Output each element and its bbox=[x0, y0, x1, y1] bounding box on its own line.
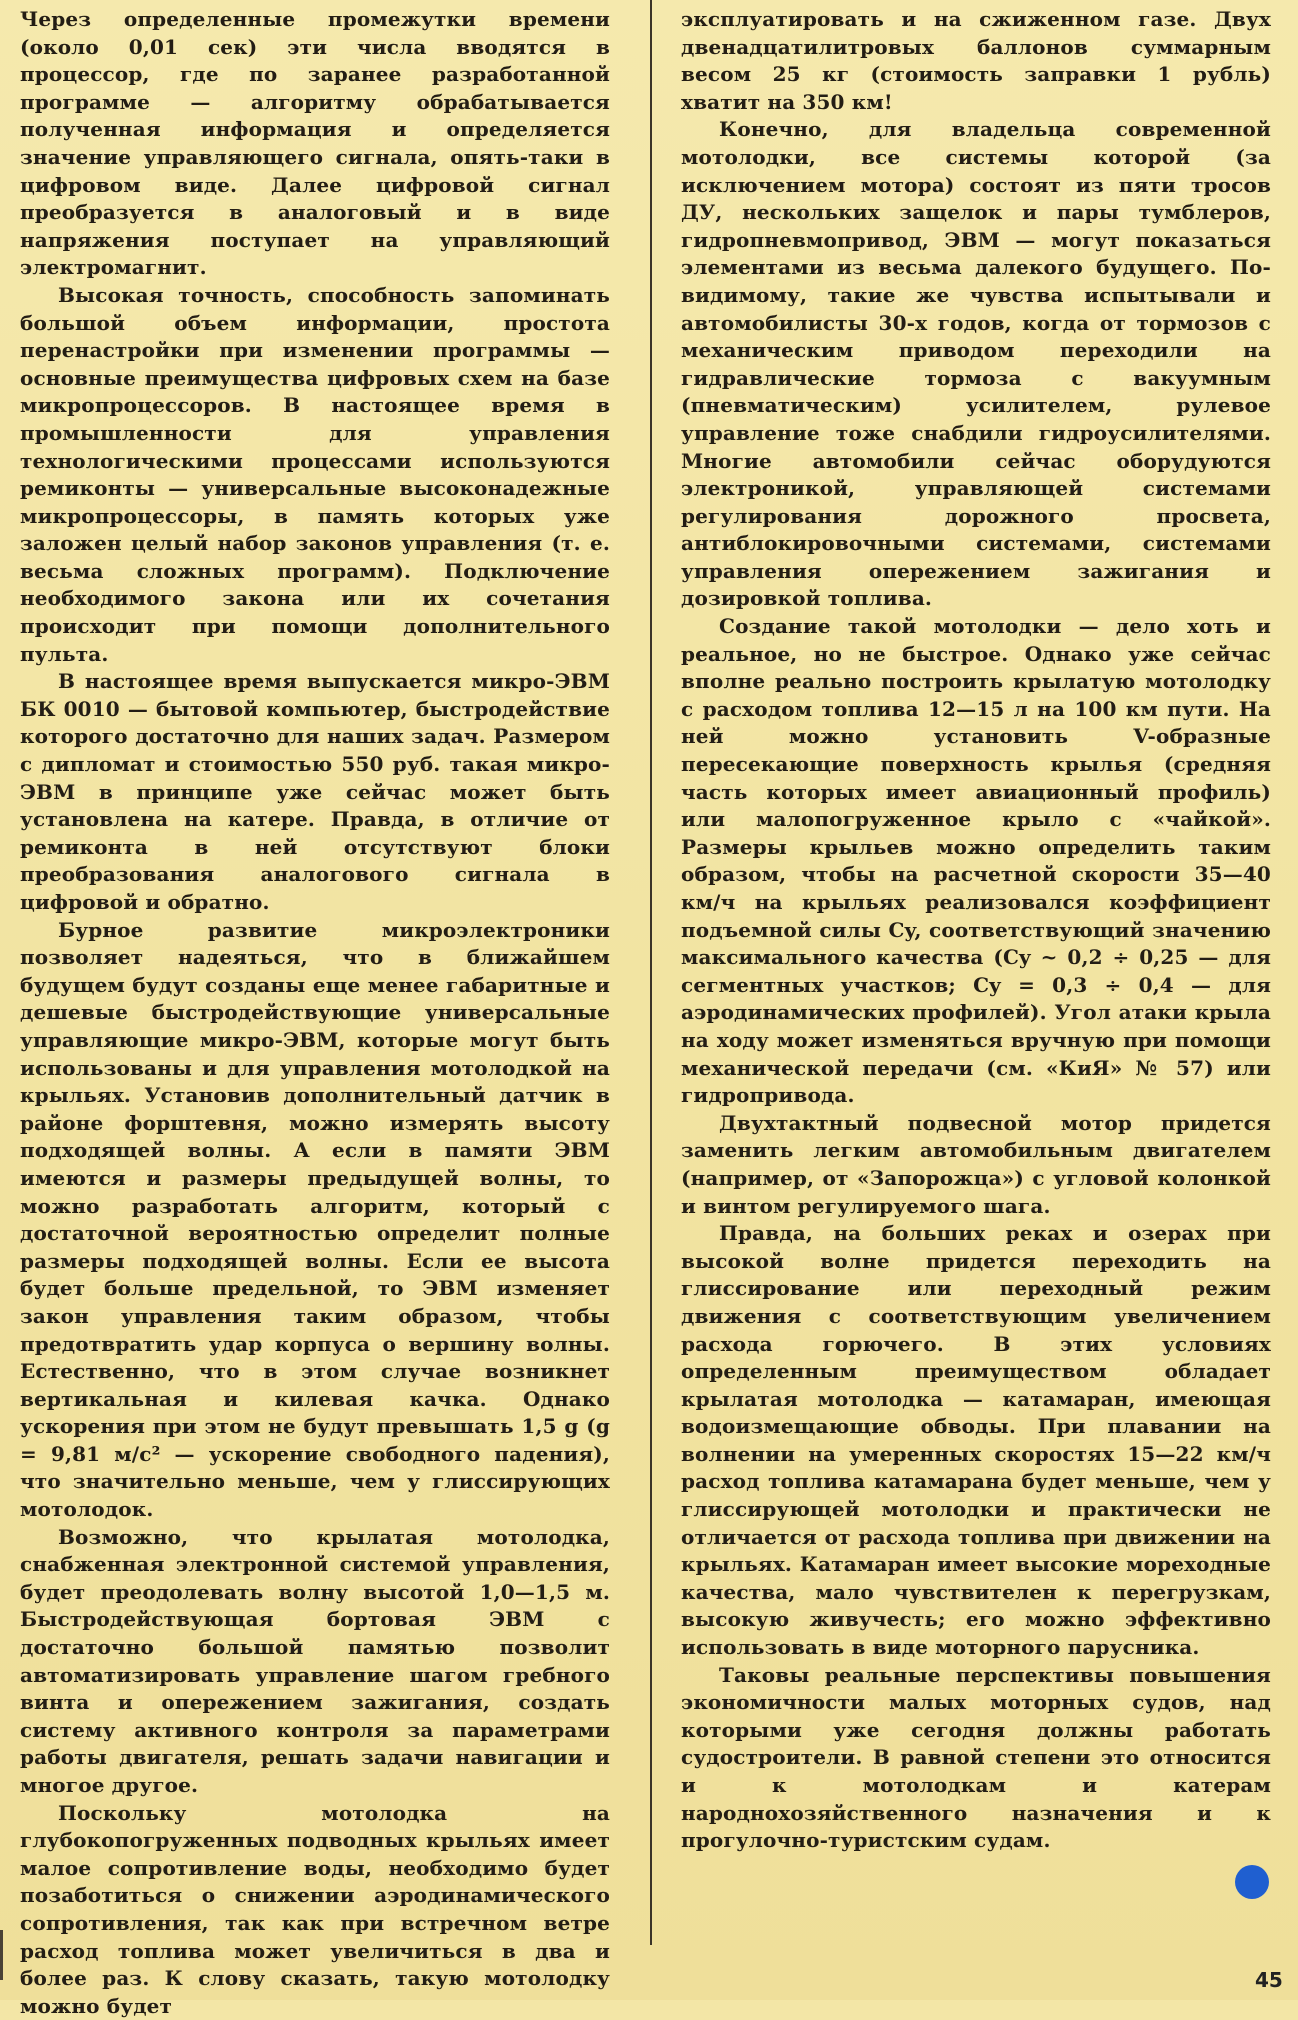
paragraph: Двухтактный подвесной мотор придется заменить легким автомобильным двигателем (например, от «Запорожца») с угловой колонкой и винтом регулируемого шага. bbox=[681, 1110, 1271, 1218]
left-text-column bbox=[20, 6, 610, 2020]
page-edge-mark bbox=[0, 1930, 3, 1980]
paragraph: В настоящее время выпускается микро-ЭВМ БК 0010 — бытовой компьютер, быстродействие которого достаточно для наших задач. Размером с дипломат и стоимостью 550 руб. такая микро-ЭВМ в принципе уже сейчас может быть установлена на катере. Правда, в отличие от ремиконта в ней отсутствуют блоки преобразования аналогового сигнала в цифровой и обратно. bbox=[20, 669, 610, 914]
paragraph: Возможно, что крылатая мотолодка, снабженная электронной системой управления, будет преодолевать волну высотой 1,0—1,5 м. Быстродействующая бортовая ЭВМ с достаточно большой памятью позволит автоматизировать управление шагом гребного винта и опережением зажигания, создать систему активного контроля за параметрами работы двигателя, решать задачи навигации и многое другое. bbox=[20, 1524, 610, 1797]
paragraph: Поскольку мотолодка на глубокопогруженных подводных крыльях имеет малое сопротивление воды, необходимо будет позаботиться о снижении аэродинамического сопротивления, так как при встречном ветре расход топлива может увеличиться в два и более раз. К слову сказать, такую мотолодку можно будет bbox=[20, 1800, 610, 2018]
page-number: 45 bbox=[1255, 1968, 1283, 1992]
paragraph: эксплуатировать и на сжиженном газе. Двух двенадцатилитровых баллонов суммарным весом 25 кг (стоимость заправки 1 рубль) хватит на 350 км! bbox=[681, 7, 1271, 114]
paragraph: Конечно, для владельца современной мотолодки, все системы которой (за исключением мотора) состоят из пяти тросов ДУ, нескольких защелок и пары тумблеров, гидропневмопривод, ЭВМ — могут показаться элементами из весьма далекого будущего. По-видимому, такие же чувства испытывали и автомобилисты 30-х годов, когда от тормозов с механическим приводом переходили на гидравлические тормоза с вакуумным (пневматическим) усилителем, рулевое управление тоже снабдили гидроусилителями. Многие автомобили сейчас оборудуются электроникой, управляющей системами регулирования дорожного просвета, антиблокировочными системами, системами управления опережением зажигания и дозировкой топлива. bbox=[681, 117, 1271, 611]
right-text-column bbox=[681, 6, 1271, 1855]
end-of-article-dot-icon bbox=[1235, 1865, 1269, 1899]
paragraph: Бурное развитие микроэлектроники позволяет надеяться, что в ближайшем будущем будут созданы еще менее габаритные и дешевые быстродействующие универсальные управляющие микро-ЭВМ, которые могут быть использованы и для управления мотолодкой на крыльях. Установив дополнительный датчик в районе форштевня, можно измерять высоту подходящей волны. А если в памяти ЭВМ имеются и размеры предыдущей волны, то можно разработать алгоритм, который с достаточной вероятностью определит полные размеры подходящей волны. Если ее высота будет больше предельной, то ЭВМ изменяет закон управления таким образом, чтобы предотвратить удар корпуса о вершину волны. Естественно, что в этом случае возникнет вертикальная и килевая качка. Однако ускорения при этом не будут превышать 1,5 g (g = 9,81 м/с² — ускорение свободного падения), что значительно меньше, чем у глиссирующих мотолодок. bbox=[20, 917, 610, 1522]
paragraph: Правда, на больших реках и озерах при высокой волне придется переходить на глиссирование или переходный режим движения с соответствующим увеличением расхода горючего. В этих условиях определенным преимуществом обладает крылатая мотолодка — катамаран, имеющая водоизмещающие обводы. При плавании на волнении на умеренных скоростях 15—22 км/ч расход топлива катамарана будет меньше, чем у глиссирующей мотолодки и практически не отличается от расхода топлива при движении на крыльях. Катамаран имеет высокие мореходные качества, мало чувствителен к перегрузкам, высокую живучесть; его можно эффективно использовать в виде моторного парусника. bbox=[681, 1221, 1271, 1660]
paragraph: Создание такой мотолодки — дело хоть и реальное, но не быстрое. Однако уже сейчас вполне реально построить крылатую мотолодку с расходом топлива 12—15 л на 100 км пути. На ней можно установить V-образные пересекающие поверхность крылья (средняя часть которых имеет авиационный профиль) или малопогруженное крыло с «чайкой». Размеры крыльев можно определить таким образом, чтобы на расчетной скорости 35—40 км/ч на крыльях реализовался коэффициент подъемной силы Cy, соответствующий значению максимального качества (Cy ~ 0,2 ÷ 0,25 — для сегментных участков; Cy = 0,3 ÷ 0,4 — для аэродинамических профилей). Угол атаки крыла на ходу может изменяться вручную при помощи механической передачи (см. «КиЯ» № 57) или гидропривода. bbox=[681, 614, 1271, 1108]
column-divider bbox=[650, 0, 652, 1945]
paragraph: Высокая точность, способность запоминать большой объем информации, простота перенастройки при изменении программы — основные преимущества цифровых схем на базе микропроцессоров. В настоящее время в промышленности для управления технологическими процессами используются ремиконты — универсальные высоконадежные микропроцессоры, в память которых уже заложен целый набор законов управления (т. е. весьма сложных программ). Подключение необходимого закона или их сочетания происходит при помощи дополнительного пульта. bbox=[20, 282, 610, 666]
paragraph: Через определенные промежутки времени (около 0,01 сек) эти числа вводятся в процессор, где по заранее разработанной программе — алгоритму обрабатывается полученная информация и определяется значение управляющего сигнала, опять-таки в цифровом виде. Далее цифровой сигнал преобразуется в аналоговый и в виде напряжения поступает на управляющий электромагнит. bbox=[20, 7, 610, 280]
paragraph: Таковы реальные перспективы повышения экономичности малых моторных судов, над которыми уже сегодня должны работать судостроители. В равной степени это относится и к мотолодкам и катерам народнохозяйственного назначения и к прогулочно-туристским судам. bbox=[681, 1662, 1271, 1853]
